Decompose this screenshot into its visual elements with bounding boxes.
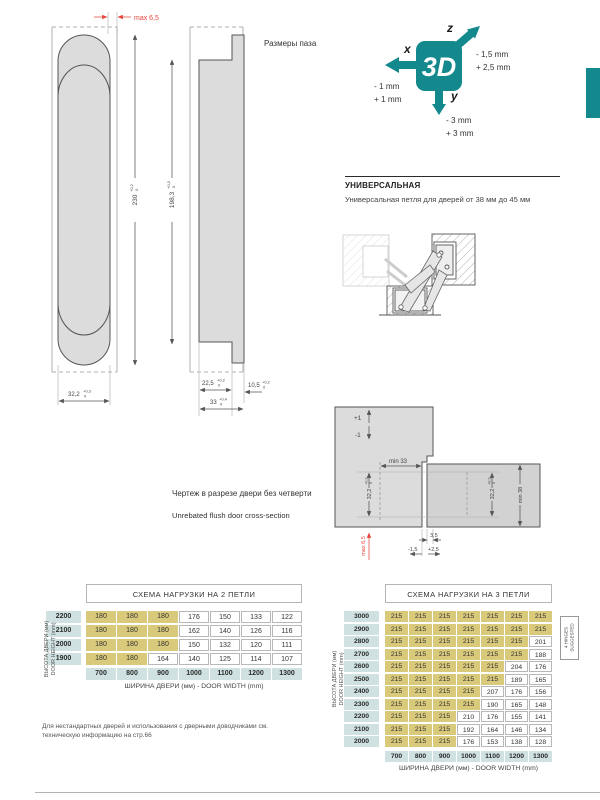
- load-value-cell: 215: [409, 661, 432, 672]
- y-adjust-plus: + 3 mm: [446, 129, 474, 138]
- load-value-cell: 138: [505, 736, 528, 747]
- table-row: [344, 699, 553, 710]
- dim-max-6-5-red: [361, 533, 369, 560]
- door-width-cell: 900: [433, 751, 456, 762]
- load-value-cell: 120: [241, 639, 271, 651]
- load-value-cell: 215: [481, 661, 504, 672]
- load-value-cell: 201: [529, 636, 552, 647]
- load-value-cell: 215: [385, 649, 408, 660]
- door-height-cell: 3000: [344, 611, 379, 622]
- table-body: [46, 611, 303, 665]
- table-row: [344, 661, 553, 672]
- hinges-note-line1: 4 HINGES: [563, 627, 569, 649]
- x-adjust-minus: - 1 mm: [374, 82, 400, 91]
- load-value-cell: 141: [529, 711, 552, 722]
- load-value-cell: 176: [481, 711, 504, 722]
- door-width-cell: 800: [117, 668, 147, 680]
- dim-max-6-5: max 6,5: [134, 15, 159, 22]
- dim-105-tol-dn: 0: [263, 384, 266, 390]
- table-row: [46, 639, 303, 651]
- dimension-230: [129, 35, 139, 365]
- groove-dimensions-drawing: [30, 8, 340, 420]
- table-row: [344, 724, 553, 735]
- load-value-cell: 155: [505, 711, 528, 722]
- dim-105-tol-up: +0,2: [262, 379, 270, 385]
- table-title: СХЕМА НАГРУЗКИ НА 3 ПЕТЛИ: [385, 584, 552, 603]
- load-value-cell: 153: [481, 736, 504, 747]
- load-value-cell: 215: [409, 686, 432, 697]
- load-value-cell: 132: [210, 639, 240, 651]
- axis-x-label: x: [404, 42, 411, 56]
- dim-plus1: +1: [354, 415, 362, 422]
- dimension-198-3: [166, 60, 176, 344]
- door-width-caption: ШИРИНА ДВЕРИ (мм) - DOOR WIDTH (mm): [124, 683, 264, 690]
- load-value-cell: 215: [385, 711, 408, 722]
- load-value-cell: 215: [505, 636, 528, 647]
- load-value-cell: 125: [210, 653, 240, 665]
- door-height-cell: 2800: [344, 636, 379, 647]
- dim-322-tol-dn: 0: [84, 393, 87, 399]
- z-adjust-minus: - 1,5 mm: [476, 50, 509, 59]
- load-value-cell: 180: [86, 611, 116, 623]
- door-width-cell: 1200: [505, 751, 528, 762]
- load-value-cell: 215: [409, 674, 432, 685]
- load-value-cell: 164: [148, 653, 178, 665]
- mortise-face-view: [52, 27, 117, 372]
- load-value-cell: 215: [505, 624, 528, 635]
- dim-230-tol-up: +0,2: [129, 184, 134, 192]
- load-value-cell: 162: [179, 625, 209, 637]
- load-value-cell: 215: [457, 649, 480, 660]
- hinge-cross-section-drawing: [335, 215, 510, 325]
- caption-russian: Чертеж в разрезе двери без четверти: [172, 489, 312, 498]
- table-row: [344, 686, 553, 697]
- dim-min38-value: min 38: [518, 486, 524, 504]
- load-value-cell: 107: [272, 653, 302, 665]
- door-width-cell: 800: [409, 751, 432, 762]
- load-value-cell: 111: [272, 639, 302, 651]
- section-subtitle: Универсальная петля для дверей от 38 мм до 45 мм: [345, 195, 531, 204]
- load-value-cell: 150: [179, 639, 209, 651]
- load-value-cell: 215: [409, 736, 432, 747]
- universal-section: [345, 176, 560, 204]
- load-value-cell: 180: [86, 639, 116, 651]
- load-value-cell: 180: [148, 639, 178, 651]
- load-value-cell: 215: [385, 636, 408, 647]
- load-value-cell: 133: [241, 611, 271, 623]
- door-width-cell: 1300: [272, 668, 302, 680]
- table-row: [344, 624, 553, 635]
- door-width-row: [86, 668, 303, 680]
- dim-230-tol-dn: 0: [134, 188, 139, 191]
- load-value-cell: 126: [241, 625, 271, 637]
- load-value-cell: 215: [385, 624, 408, 635]
- door-cross-section-drawing: [332, 392, 580, 567]
- dim-33-value: 33: [210, 400, 217, 406]
- load-value-cell: 215: [409, 699, 432, 710]
- door-width-cell: 1100: [481, 751, 504, 762]
- load-value-cell: 215: [433, 611, 456, 622]
- dim-198-tol-up: +0,3: [166, 181, 171, 189]
- dim-230-value: 230: [132, 194, 139, 206]
- z-adjust-plus: + 2,5 mm: [476, 63, 511, 72]
- load-value-cell: 180: [148, 611, 178, 623]
- load-value-cell: 215: [457, 611, 480, 622]
- cross-section-captions: [172, 489, 392, 520]
- 3d-logo-text: 3D: [421, 52, 457, 82]
- dim-105-value: 10,5: [248, 383, 260, 389]
- load-value-cell: 192: [457, 724, 480, 735]
- door-width-cell: 1000: [179, 668, 209, 680]
- dimension-32-2: [58, 365, 110, 405]
- load-value-cell: 114: [241, 653, 271, 665]
- door-height-cell: 2100: [344, 724, 379, 735]
- dim-322-tol-up: +0,3: [83, 388, 91, 394]
- load-value-cell: 176: [457, 736, 480, 747]
- load-value-cell: 156: [529, 686, 552, 697]
- dim-198-value: 198,3: [169, 191, 176, 209]
- max-width-dimension: [94, 12, 159, 34]
- load-value-cell: 140: [179, 653, 209, 665]
- page-edge-tab: [586, 68, 600, 118]
- dim-minus1: -1: [355, 432, 361, 439]
- load-value-cell: 189: [505, 674, 528, 685]
- load-value-cell: 210: [457, 711, 480, 722]
- load-value-cell: 165: [505, 699, 528, 710]
- door-322-tol-up: +0,3: [487, 477, 492, 485]
- load-value-cell: 165: [529, 674, 552, 685]
- load-value-cell: 215: [433, 624, 456, 635]
- load-value-cell: 215: [433, 711, 456, 722]
- load-value-cell: 122: [272, 611, 302, 623]
- door-width-cell: 700: [86, 668, 116, 680]
- axis-z-label: z: [447, 21, 453, 35]
- load-value-cell: 176: [529, 661, 552, 672]
- door-height-cell: 2200: [46, 611, 81, 623]
- load-value-cell: 215: [385, 661, 408, 672]
- load-value-cell: 215: [481, 649, 504, 660]
- load-value-cell: 215: [529, 611, 552, 622]
- door-height-cell: 2000: [46, 639, 81, 651]
- load-value-cell: 204: [505, 661, 528, 672]
- load-value-cell: 180: [148, 625, 178, 637]
- door-height-axis-label: [332, 636, 346, 722]
- load-value-cell: 188: [529, 649, 552, 660]
- load-value-cell: 215: [457, 661, 480, 672]
- load-value-cell: 164: [481, 724, 504, 735]
- load-value-cell: 215: [385, 699, 408, 710]
- load-value-cell: 215: [433, 699, 456, 710]
- mortise-side-profile: [190, 27, 244, 372]
- footnote-line2: техническую информацию на стр.66: [42, 732, 152, 739]
- dim-225-tol-dn: 0: [218, 382, 221, 388]
- dim-225-value: 22,5: [202, 381, 214, 387]
- load-value-cell: 215: [457, 636, 480, 647]
- load-table-2-hinges: [46, 584, 303, 690]
- door-height-cell: 1900: [46, 653, 81, 665]
- load-value-cell: 207: [481, 686, 504, 697]
- door-width-caption: ШИРИНА ДВЕРИ (мм) - DOOR WIDTH (mm): [398, 765, 539, 772]
- dim-max65-value: max 6,5: [361, 536, 367, 556]
- dim-225-tol-up: +0,2: [217, 377, 225, 383]
- door-height-cell: 2100: [46, 625, 81, 637]
- load-value-cell: 215: [433, 736, 456, 747]
- load-value-cell: 180: [117, 625, 147, 637]
- frame-322-tol-up: +0,3: [364, 477, 369, 485]
- load-value-cell: 215: [481, 624, 504, 635]
- footnote-line1: Для нестандартных дверей и использования с дверными доводчиками см.: [42, 723, 268, 730]
- load-value-cell: 215: [433, 724, 456, 735]
- load-value-cell: 215: [409, 711, 432, 722]
- door-width-cell: 700: [385, 751, 408, 762]
- door-width-cell: 1300: [529, 751, 552, 762]
- load-value-cell: 215: [457, 686, 480, 697]
- load-value-cell: 215: [385, 724, 408, 735]
- footnote: [42, 722, 342, 740]
- load-value-cell: 215: [385, 736, 408, 747]
- door-322-value: 32,2: [490, 488, 496, 500]
- load-value-cell: 215: [409, 624, 432, 635]
- load-value-cell: 180: [117, 639, 147, 651]
- door-width-cell: 1000: [457, 751, 480, 762]
- door-width-cell: 1100: [210, 668, 240, 680]
- ghost-open-position: [343, 235, 407, 286]
- x-adjust-plus: + 1 mm: [374, 95, 402, 104]
- door-height-cell: 2600: [344, 661, 379, 672]
- load-value-cell: 215: [457, 674, 480, 685]
- load-value-cell: 215: [409, 649, 432, 660]
- axis-label-en: DOOR HEIGHT (mm): [51, 622, 57, 676]
- axis-label-ru: ВЫСОТА ДВЕРИ (мм): [332, 650, 338, 708]
- load-value-cell: 128: [529, 736, 552, 747]
- door-height-cell: 2700: [344, 649, 379, 660]
- door-height-cell: 2300: [344, 699, 379, 710]
- dim-198-tol-dn: 0: [171, 185, 176, 188]
- load-value-cell: 215: [409, 611, 432, 622]
- dimension-33: [200, 397, 243, 410]
- load-value-cell: 190: [481, 699, 504, 710]
- load-value-cell: 176: [505, 686, 528, 697]
- table-row: [344, 711, 553, 722]
- load-value-cell: 215: [409, 724, 432, 735]
- load-value-cell: 215: [481, 611, 504, 622]
- table-row: [344, 636, 553, 647]
- footer-divider: [35, 792, 600, 793]
- hinges-note-line2: SUGGESTED: [569, 623, 574, 652]
- load-value-cell: 215: [409, 636, 432, 647]
- y-adjust-minus: - 3 mm: [446, 116, 472, 125]
- load-value-cell: 180: [117, 653, 147, 665]
- load-value-cell: 150: [210, 611, 240, 623]
- load-value-cell: 215: [433, 661, 456, 672]
- table-row: [46, 653, 303, 665]
- door-height-axis-label: [44, 606, 58, 692]
- dim-35-value: 3,5: [430, 533, 438, 539]
- four-hinges-note: [560, 616, 579, 660]
- door-width-cell: 900: [148, 668, 178, 680]
- load-value-cell: 148: [529, 699, 552, 710]
- adj-minus-value: -1,5: [408, 547, 418, 553]
- dimension-10-5: [244, 363, 271, 403]
- load-value-cell: 215: [385, 611, 408, 622]
- load-value-cell: 215: [481, 636, 504, 647]
- door-height-cell: 2000: [344, 736, 379, 747]
- load-value-cell: 215: [385, 686, 408, 697]
- load-value-cell: 215: [481, 674, 504, 685]
- caption-english: Unrebated flush door cross-section: [172, 511, 290, 520]
- load-value-cell: 146: [505, 724, 528, 735]
- load-value-cell: 215: [433, 636, 456, 647]
- table-title: СХЕМА НАГРУЗКИ НА 2 ПЕТЛИ: [86, 584, 302, 603]
- table-row: [46, 611, 303, 623]
- dim-min33-value: min 33: [389, 459, 408, 465]
- table-body: [344, 611, 553, 747]
- section-title: УНИВЕРСАЛЬНАЯ: [345, 181, 421, 190]
- dim-33-tol-dn: 0: [220, 401, 223, 407]
- load-value-cell: 215: [457, 699, 480, 710]
- door-height-cell: 2400: [344, 686, 379, 697]
- load-value-cell: 215: [505, 649, 528, 660]
- load-value-cell: 215: [433, 686, 456, 697]
- table-row: [344, 674, 553, 685]
- door-width-row: [385, 751, 553, 762]
- axis-y-label: y: [451, 89, 458, 103]
- frame-322-tol-dn: 0: [369, 481, 373, 484]
- load-value-cell: 215: [433, 649, 456, 660]
- door-322-tol-dn: 0: [492, 481, 496, 484]
- section-divider: [345, 176, 560, 177]
- adj-plus-value: +2,5: [428, 547, 439, 553]
- load-value-cell: 180: [86, 653, 116, 665]
- load-value-cell: 215: [457, 624, 480, 635]
- frame-322-value: 32,2: [367, 488, 373, 500]
- door-height-cell: 2200: [344, 711, 379, 722]
- dim-322-value: 32,2: [68, 392, 80, 398]
- table-row: [344, 611, 553, 622]
- load-value-cell: 140: [210, 625, 240, 637]
- dim-33-tol-up: +0,4: [219, 396, 227, 402]
- load-value-cell: 215: [505, 611, 528, 622]
- load-value-cell: 215: [385, 674, 408, 685]
- axis-label-en: DOOR HEIGHT (mm): [339, 652, 345, 706]
- load-value-cell: 215: [433, 674, 456, 685]
- load-value-cell: 176: [179, 611, 209, 623]
- door-width-cell: 1200: [241, 668, 271, 680]
- table-row: [46, 625, 303, 637]
- door-height-cell: 2500: [344, 674, 379, 685]
- load-table-3-hinges: [332, 584, 574, 772]
- load-value-cell: 180: [86, 625, 116, 637]
- load-value-cell: 180: [117, 611, 147, 623]
- 3d-adjustment-diagram: [363, 3, 578, 153]
- axis-label-ru: ВЫСОТА ДВЕРИ (мм): [44, 620, 50, 678]
- table-row: [344, 649, 553, 660]
- groove-caption: Размеры паза: [264, 39, 317, 48]
- load-value-cell: 134: [529, 724, 552, 735]
- table-row: [344, 736, 553, 747]
- door-height-cell: 2900: [344, 624, 379, 635]
- load-value-cell: 116: [272, 625, 302, 637]
- load-value-cell: 215: [529, 624, 552, 635]
